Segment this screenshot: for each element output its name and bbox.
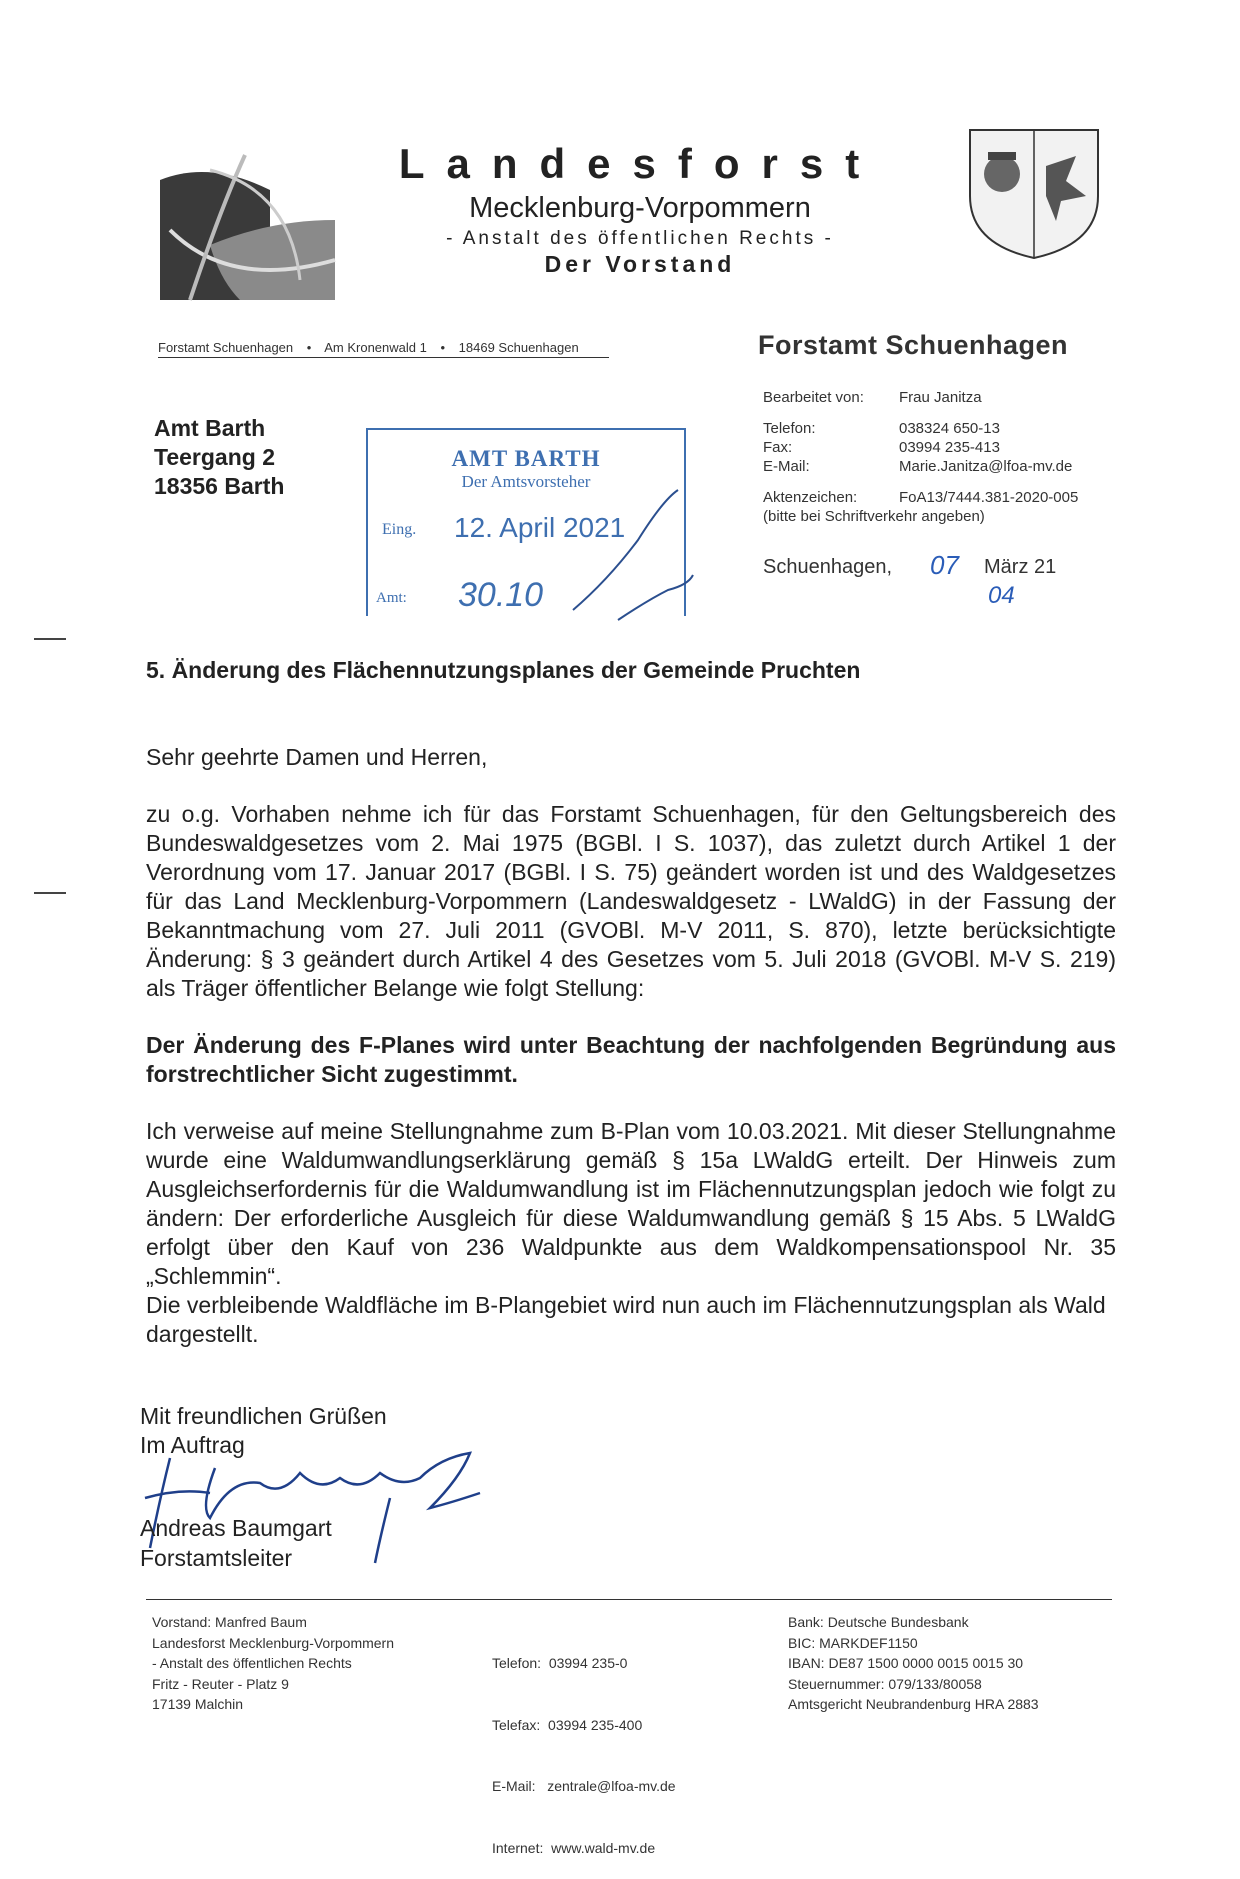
office-title: Forstamt Schuenhagen (758, 330, 1069, 360)
footer-line: Amtsgericht Neubrandenburg HRA 2883 (788, 1696, 1039, 1712)
stamp-line1: AMT BARTH (451, 446, 601, 471)
meta-note: (bitte bei Schriftverkehr angeben) (763, 508, 985, 525)
meta-row (763, 438, 1078, 457)
meta-row (763, 419, 1078, 438)
sender-line-separator: • (440, 340, 446, 355)
meta-label: Aktenzeichen: (763, 489, 858, 506)
letter-subject: 5. Änderung des Flächennutzungsplanes der Gemeinde Pruchten (146, 657, 861, 683)
header-title: Landesforst (398, 140, 882, 187)
footer-line: Telefon: 03994 235-0 (492, 1655, 628, 1671)
footer-line: - Anstalt des öffentlichen Rechts (152, 1655, 352, 1671)
date-day-handwritten: 07 (930, 550, 959, 580)
meta-label: E-Mail: (763, 458, 810, 475)
stamp-date: 12. April 2021 (454, 512, 626, 543)
sender-line-city: 18469 Schuenhagen (458, 340, 579, 355)
footer-line: 17139 Malchin (152, 1696, 244, 1712)
body-paragraph-3: Die verbleibende Waldfläche im B-Plangebiet wird nun auch im Flächennutzungsplan als Wald dargestellt. (146, 1292, 1106, 1347)
footer-line: Bank: Deutsche Bundesbank (788, 1614, 969, 1630)
date-month-correction: 04 (988, 582, 1015, 609)
footer-col-bank (788, 1612, 1039, 1715)
signer-title: Forstamtsleiter (140, 1545, 293, 1571)
footer-col-address (152, 1612, 394, 1715)
coat-of-arms-icon (966, 126, 1102, 262)
meta-row (763, 488, 1078, 507)
footer-line: BIC: MARKDEF1150 (788, 1634, 918, 1651)
meta-row (763, 388, 1078, 407)
meta-value: Frau Janitza (899, 389, 982, 406)
signer-name: Andreas Baumgart (140, 1515, 332, 1541)
footer-line: Telefax: 03994 235-400 (492, 1716, 643, 1733)
sender-line-office: Forstamt Schuenhagen (158, 340, 294, 355)
receipt-stamp (366, 428, 686, 616)
stamp-initials-scribble (568, 480, 698, 630)
meta-value: Marie.Janitza@lfoa-mv.de (899, 458, 1073, 475)
decision-statement: Der Änderung des F-Planes wird unter Beachtung der nachfolgenden Begründung aus forstrechtlicher Sicht zugestimmt. (146, 1032, 1116, 1087)
recipient-address (154, 414, 284, 501)
meta-value: FoA13/7444.381-2020-005 (899, 489, 1079, 506)
meta-label: Bearbeitet von: (763, 389, 864, 406)
body-paragraph-2: Ich verweise auf meine Stellungnahme zum B-Plan vom 10.03.2021. Mit dieser Stellungnahme wurde eine Waldumwandlungserklärung gemäß § 15a LWaldG erteilt. Der Hinweis zum Ausgleichserfordernis für die Waldumwandlung ist im Flächennutzungsplan jedoch wie folgt zu ändern: Der erforderliche Ausgleich für diese Waldumwandlung gemäß § 15 Abs. 5 LWaldG erfolgt über den Kauf von 236 Waldpunkte aus dem Waldkompensationspool Nr. 35 „Schlemmin“. (146, 1118, 1116, 1289)
footer-col-contact (492, 1612, 676, 1879)
sender-line-separator: • (306, 340, 312, 355)
footer-line: Vorstand: Manfred Baum (152, 1614, 307, 1630)
sender-address-line (158, 340, 609, 358)
recipient-name: Amt Barth (154, 415, 266, 441)
contact-details (763, 388, 1078, 526)
recipient-street: Teergang 2 (154, 444, 275, 470)
footer-line: Landesforst Mecklenburg-Vorpommern (152, 1634, 395, 1651)
footer-line: Fritz - Reuter - Platz 9 (152, 1675, 289, 1692)
stamp-amt-label: Amt: (376, 590, 407, 606)
date-month: März 21 (984, 556, 1057, 578)
header-vorstand: Der Vorstand (544, 251, 736, 277)
stamp-eing-label: Eing. (382, 521, 417, 538)
closing-greeting: Mit freundlichen Grüßen (140, 1403, 387, 1429)
meta-value: 038324 650-13 (899, 420, 1000, 437)
signer-block (140, 1513, 332, 1573)
closing-im-auftrag: Im Auftrag (140, 1432, 245, 1458)
footer-line: IBAN: DE87 1500 0000 0015 0015 30 (788, 1655, 1024, 1671)
footer-line: Steuernummer: 079/133/80058 (788, 1675, 982, 1692)
meta-value: 03994 235-413 (899, 439, 1000, 456)
header-subtitle: Mecklenburg-Vorpommern (469, 192, 811, 224)
meta-label: Fax: (763, 439, 793, 456)
meta-spacer (763, 476, 1078, 488)
footer-line: E-Mail: zentrale@lfoa-mv.de (492, 1778, 676, 1794)
sender-line-street: Am Kronenwald 1 (324, 340, 427, 355)
meta-spacer (763, 407, 1078, 419)
body-paragraph-1: zu o.g. Vorhaben nehme ich für das Forstamt Schuenhagen, für den Geltungsbereich des Bundeswaldgesetzes vom 2. Mai 1975 (BGBl. I S. 1037), das zuletzt durch Artikel 1 der Verordnung vom 17. Januar 2017 (BGBl. I S. 75) geändert worden ist und des Waldgesetzes für das Land Mecklenburg-Vorpommern (Landeswaldgesetz - LWaldG) in der Fassung der Bekanntmachung vom 27. Juli 2011 (GVOBl. M-V 2011, S. 870), letzte berücksichtigte Änderung: § 3 geändert durch Artikel 4 des Gesetzes vom 5. Juli 2018 (GVOBl. M-V S. 219) als Träger öffentlicher Belange wie folgt Stellung: (146, 801, 1116, 1001)
date-place: Schuenhagen, (763, 556, 893, 578)
punch-mark (34, 892, 66, 894)
stamp-amt-value: 30.10 (458, 576, 544, 614)
salutation: Sehr geehrte Damen und Herren, (146, 744, 488, 770)
header-anstalt: - Anstalt des öffentlichen Rechts - (446, 228, 834, 249)
footer-line: Internet: www.wald-mv.de (492, 1839, 656, 1856)
meta-label: Telefon: (763, 420, 816, 437)
footer-divider (146, 1599, 1112, 1600)
meta-row (763, 457, 1078, 476)
fold-mark (34, 638, 66, 640)
recipient-city: 18356 Barth (154, 473, 285, 499)
stamp-line2: Der Amtsvorsteher (461, 472, 591, 491)
